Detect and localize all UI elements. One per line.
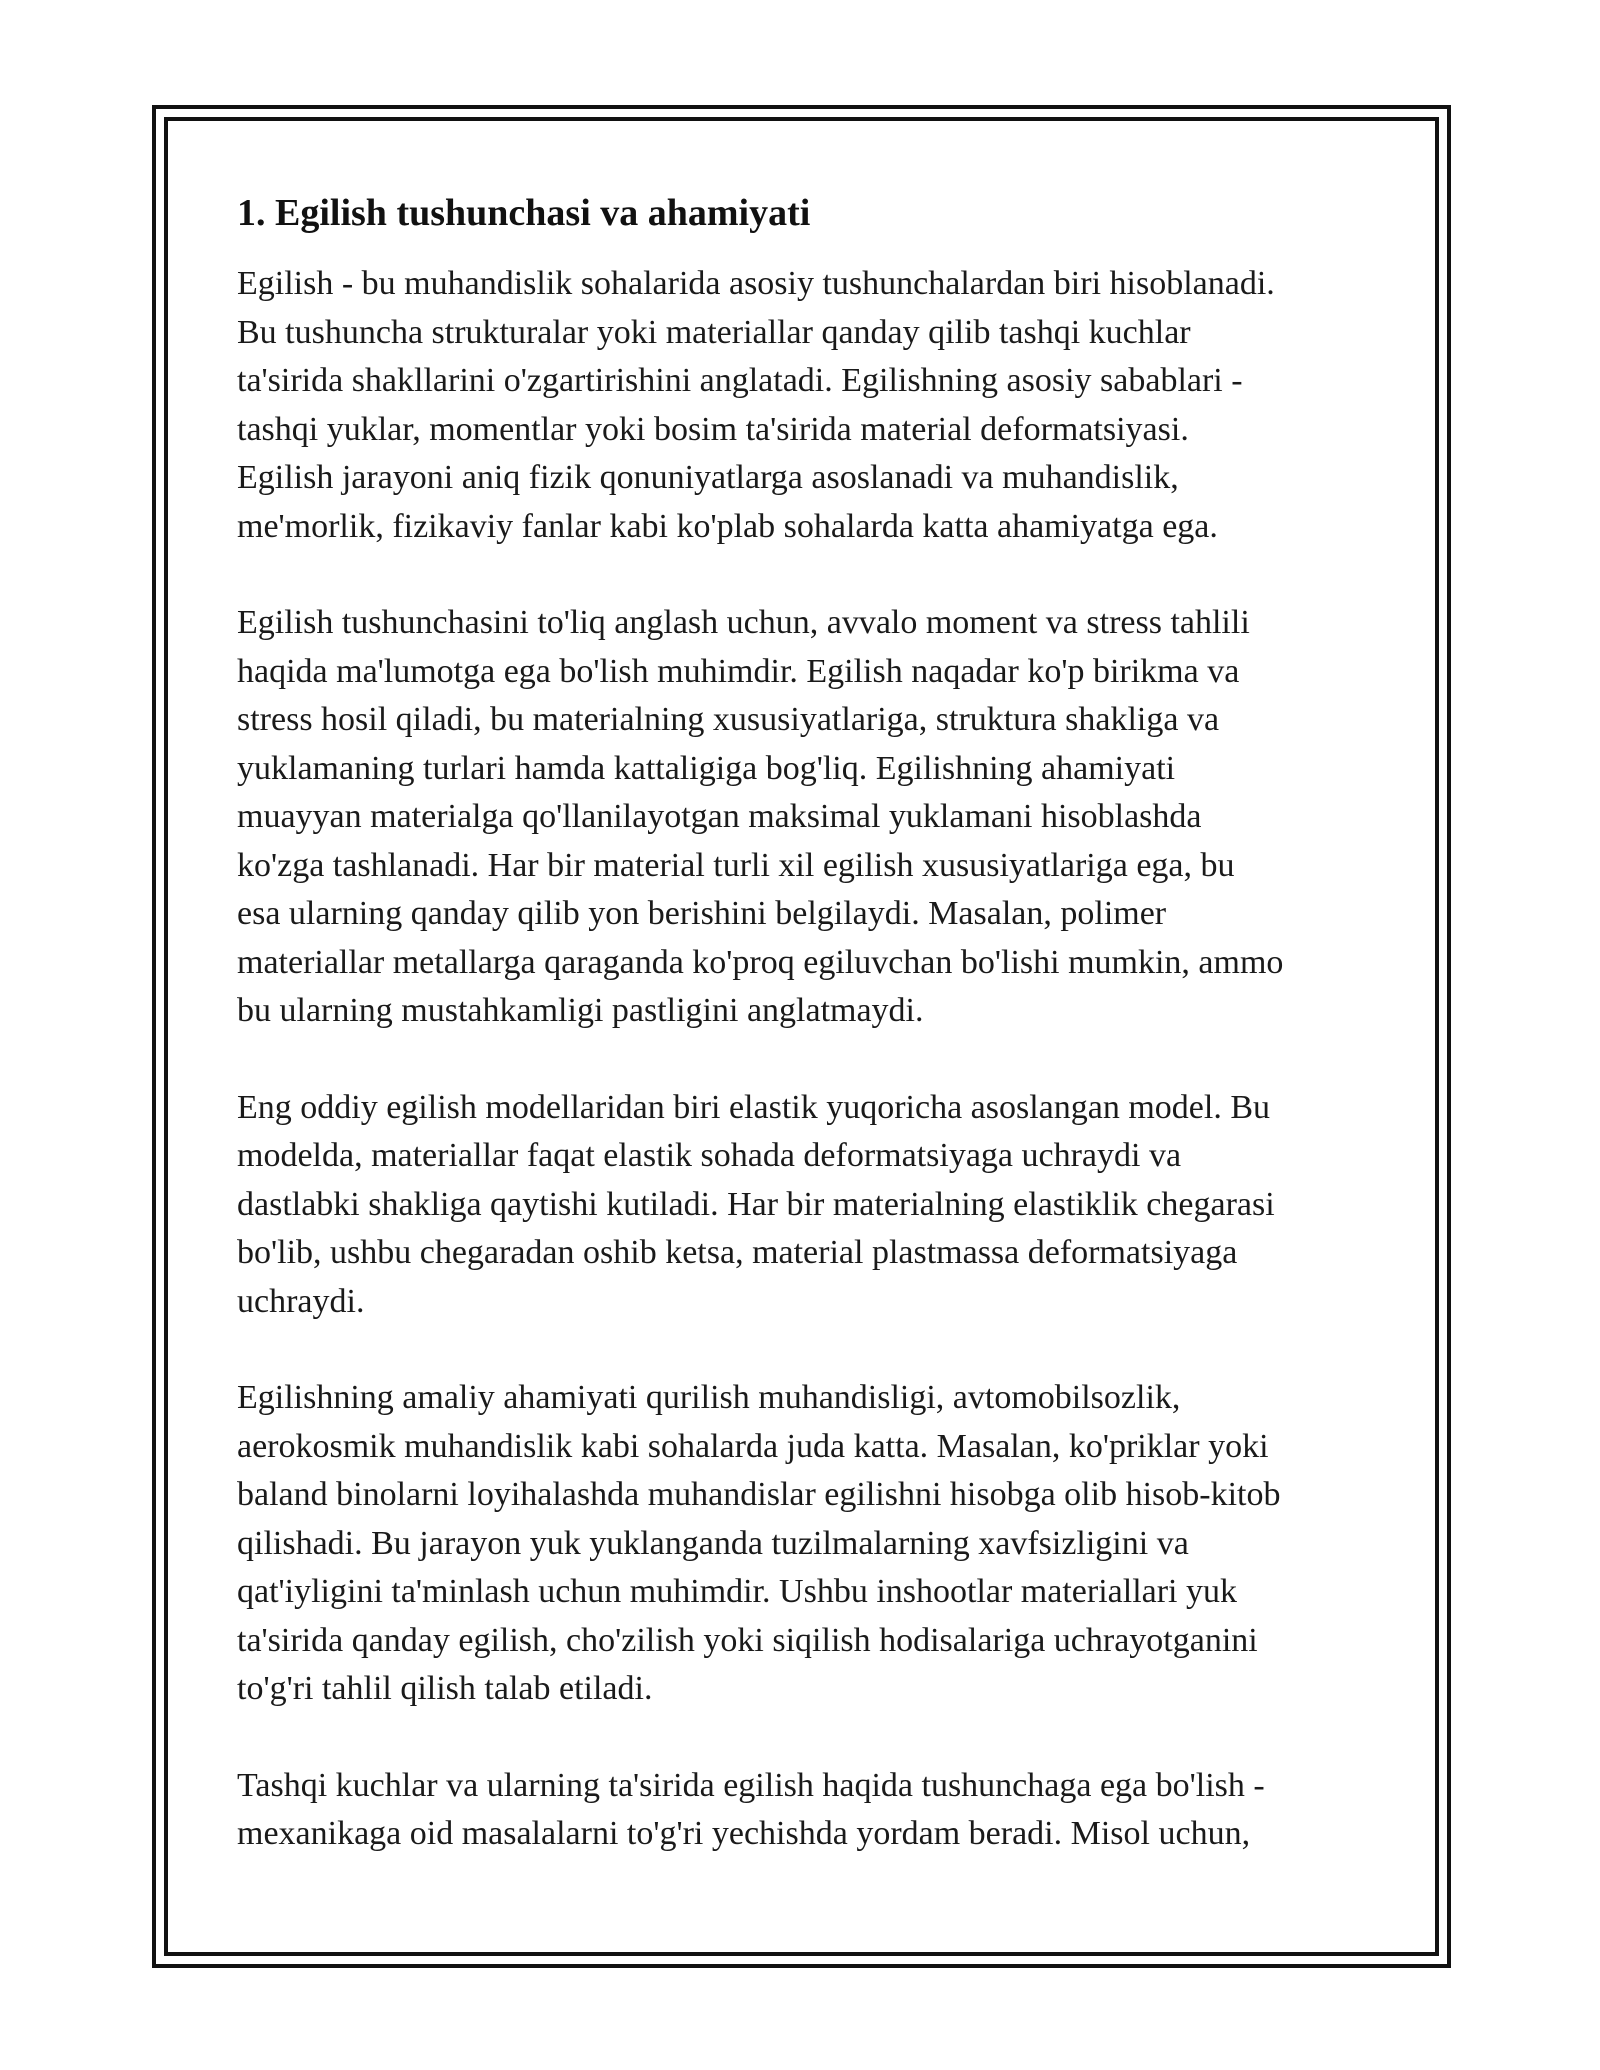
paragraph-3: Eng oddiy egilish modellaridan biri elastik yuqoricha asoslangan model. Bu modelda, materiallar faqat elastik sohada deformatsiyaga uchraydi va dastlabki shakliga qaytishi kutiladi. Har bir materialning elastiklik chegarasi bo'lib, ushbu chegaradan oshib ketsa, material plastmassa deformatsiyaga uchraydi. [237,1088,1275,1320]
document-body [237,188,1377,1907]
paragraph-5: Tashqi kuchlar va ularning ta'sirida egilish haqida tushunchaga ega bo'lish - mexanikaga oid masalalarni to'g'ri yechishda yordam beradi. Misol uchun, [237,1766,1265,1852]
paragraph-4: Egilishning amaliy ahamiyati qurilish muhandisligi, avtomobilsozlik, aerokosmik muhandislik kabi sohalarda juda katta. Masalan, ko'priklar yoki baland binolarni loyihalashda muhandislar egilishni hisobga olib hisob-kitob qilishadi. Bu jarayon yuk yuklanganda tuzilmalarning xavfsizligini va qat'iyligini ta'minlash uchun muhimdir. Ushbu inshootlar materiallari yuk ta'sirida qanday egilish, cho'zilish yoki siqilish hodisalariga uchrayotganini to'g'ri tahlil qilish talab etiladi. [237,1379,1281,1707]
paragraph-2: Egilish tushunchasini to'liq anglash uchun, avvalo moment va stress tahlili haqida ma'lumotga ega bo'lish muhimdir. Egilish naqadar ko'p birikma va stress hosil qiladi, bu materialning xususiyatlariga, struktura shakliga va yuklamaning turlari hamda kattaligiga bog'liq. Egilishning ahamiyati muayyan materialga qo'llanilayotgan maksimal yuklamani hisoblashda ko'zga tashlanadi. Har bir material turli xil egilish xususiyatlariga ega, bu esa ularning qanday qilib yon berishini belgilaydi. Masalan, polimer materiallar metallarga qaraganda ko'proq egiluvchan bo'lishi mumkin, ammo bu ularning mustahkamligi pastligini anglatmaydi. [237,604,1284,1029]
paragraph-1: Egilish - bu muhandislik sohalarida asosiy tushunchalardan biri hisoblanadi. Bu tushuncha strukturalar yoki materiallar qanday qilib tashqi kuchlar ta'sirida shakllarini o'zgartirishini anglatadi. Egilishning asosiy sabablari - tashqi yuklar, momentlar yoki bosim ta'sirida material deformatsiyasi. Egilish jarayoni aniq fizik qonuniyatlarga asoslanadi va muhandislik, me'morlik, fizikaviy fanlar kabi ko'plab sohalarda katta ahamiyatga ega. [237,265,1275,545]
section-title: 1. Egilish tushunchasi va ahamiyati [237,192,811,234]
